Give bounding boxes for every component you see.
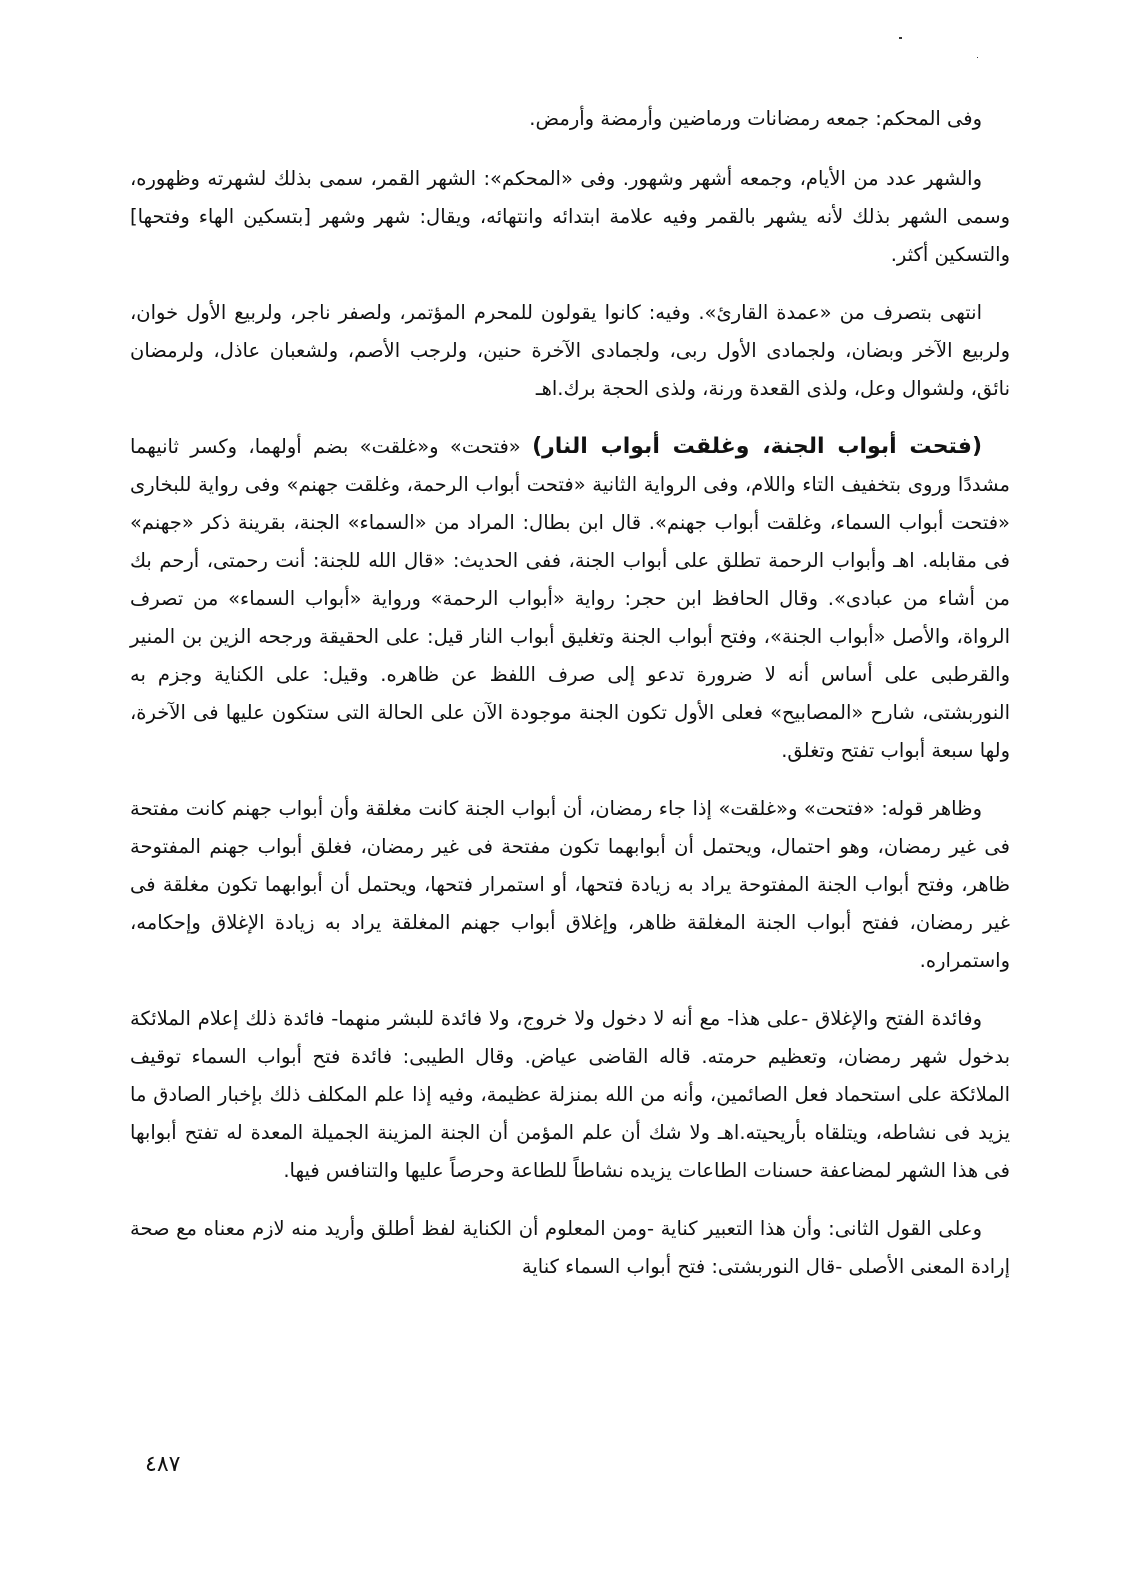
- paragraph-apparent-meaning: وظاهر قوله: «فتحت» و«غلقت» إذا جاء رمضان، أن أبواب الجنة كانت مغلقة وأن أبواب جهنم كانت مفتحة فى غير رمضان، وهو احتمال، ويحتمل أن أبوابهما تكون مفتحة فى غير رمضان، فغلق أبواب جهنم المفتوحة ظاهر، وفتح أبواب الجنة المفتوحة يراد به زيادة فتحها، أو استمرار فتحها، ويحتمل أن أبوابهما تكون مغلقة فى غير رمضان، ففتح أبواب الجنة المغلقة ظاهر، وإغلاق أبواب جهنم المغلقة يراد به زيادة الإغلاق وإحكامه، واستمراره.: [130, 797, 1010, 972]
- page-number: ٤٨٧: [145, 1452, 181, 1477]
- hadith-heading: (فتحت أبواب الجنة، وغلقت أبواب النار): [532, 434, 982, 459]
- paragraph-lexicon-mohkam: وفى المحكم: جمعه رمضانات ورماضين وأرمضة وأرمض.: [529, 107, 982, 130]
- scan-speck: [899, 37, 902, 39]
- page-body: [130, 100, 1010, 1306]
- paragraph-benefit: وفائدة الفتح والإغلاق -على هذا- مع أنه لا دخول ولا خروج، ولا فائدة للبشر منهما- فائدة ذلك إعلام الملائكة بدخول شهر رمضان، وتعظيم حرمته. قاله القاضى عياض. وقال الطيبى: فائدة فتح أبواب السماء توقيف الملائكة على استحماد فعل الصائمين، وأنه من الله بمنزلة عظيمة، وفيه إذا علم المكلف ذلك بإخبار الصادق ما يزيد فى نشاطه، ويتلقاه بأريحيته.اهـ ولا شك أن علم المؤمن أن الجنة المزينة الجميلة المعدة له تفتح أبوابها فى هذا الشهر لمضاعفة حسنات الطاعات يزيده نشاطاً للطاعة وحرصاً عليها والتنافس فيها.: [130, 1007, 1010, 1182]
- paragraph-gates-opened: [130, 428, 1010, 770]
- paragraph-month-names: انتهى بتصرف من «عمدة القارئ». وفيه: كانوا يقولون للمحرم المؤتمر، ولصفر ناجر، ولربيع الأول خوان، ولربيع الآخر وبضان، ولجمادى الأول ربى، ولجمادى الآخرة حنين، ولرجب الأصم، ولشعبان عاذل، ولرمضان نائق، ولشوال وعل، ولذى القعدة ورنة، ولذى الحجة برك.اهـ: [130, 301, 1010, 400]
- paragraph-second-opinion: وعلى القول الثانى: وأن هذا التعبير كناية -ومن المعلوم أن الكناية لفظ أطلق وأريد منه لازم معناه مع صحة إرادة المعنى الأصلى -قال النوربشتى: فتح أبواب السماء كناية: [130, 1217, 1010, 1278]
- paragraph-gates-opened-text: «فتحت» و«غلقت» بضم أولهما، وكسر ثانيهما مشددًا وروى بتخفيف التاء واللام، وفى الرواية الثانية «فتحت أبواب الرحمة، وغلقت جهنم» وفى رواية للبخارى «فتحت أبواب السماء، وغلقت أبواب جهنم». قال ابن بطال: المراد من «السماء» الجنة، بقرينة ذكر «جهنم» فى مقابله. اهـ وأبواب الرحمة تطلق على أبواب الجنة، ففى الحديث: «قال الله للجنة: أنت رحمتى، أرحم بك من أشاء من عبادى». وقال الحافظ ابن حجر: رواية «أبواب الرحمة» ورواية «أبواب السماء» من تصرف الرواة، والأصل «أبواب الجنة»، وفتح أبواب الجنة وتغليق أبواب النار قيل: على الحقيقة ورجحه الزين بن المنير والقرطبى على أساس أنه لا ضرورة تدعو إلى صرف اللفظ عن ظاهره. وقيل: على الكناية وجزم به النوربشتى، شارح «المصابيح» فعلى الأول تكون الجنة موجودة الآن على الحالة التى ستكون عليها فى الآخرة، ولها سبعة أبواب تفتح وتغلق.: [130, 435, 1010, 762]
- scan-speck: [977, 57, 978, 58]
- paragraph-month-definition: والشهر عدد من الأيام، وجمعه أشهر وشهور. وفى «المحكم»: الشهر القمر، سمى بذلك لشهرته وظهوره، وسمى الشهر بذلك لأنه يشهر بالقمر وفيه علامة ابتدائه وانتهائه، ويقال: شهر وشهر [بتسكين الهاء وفتحها] والتسكين أكثر.: [130, 167, 1010, 266]
